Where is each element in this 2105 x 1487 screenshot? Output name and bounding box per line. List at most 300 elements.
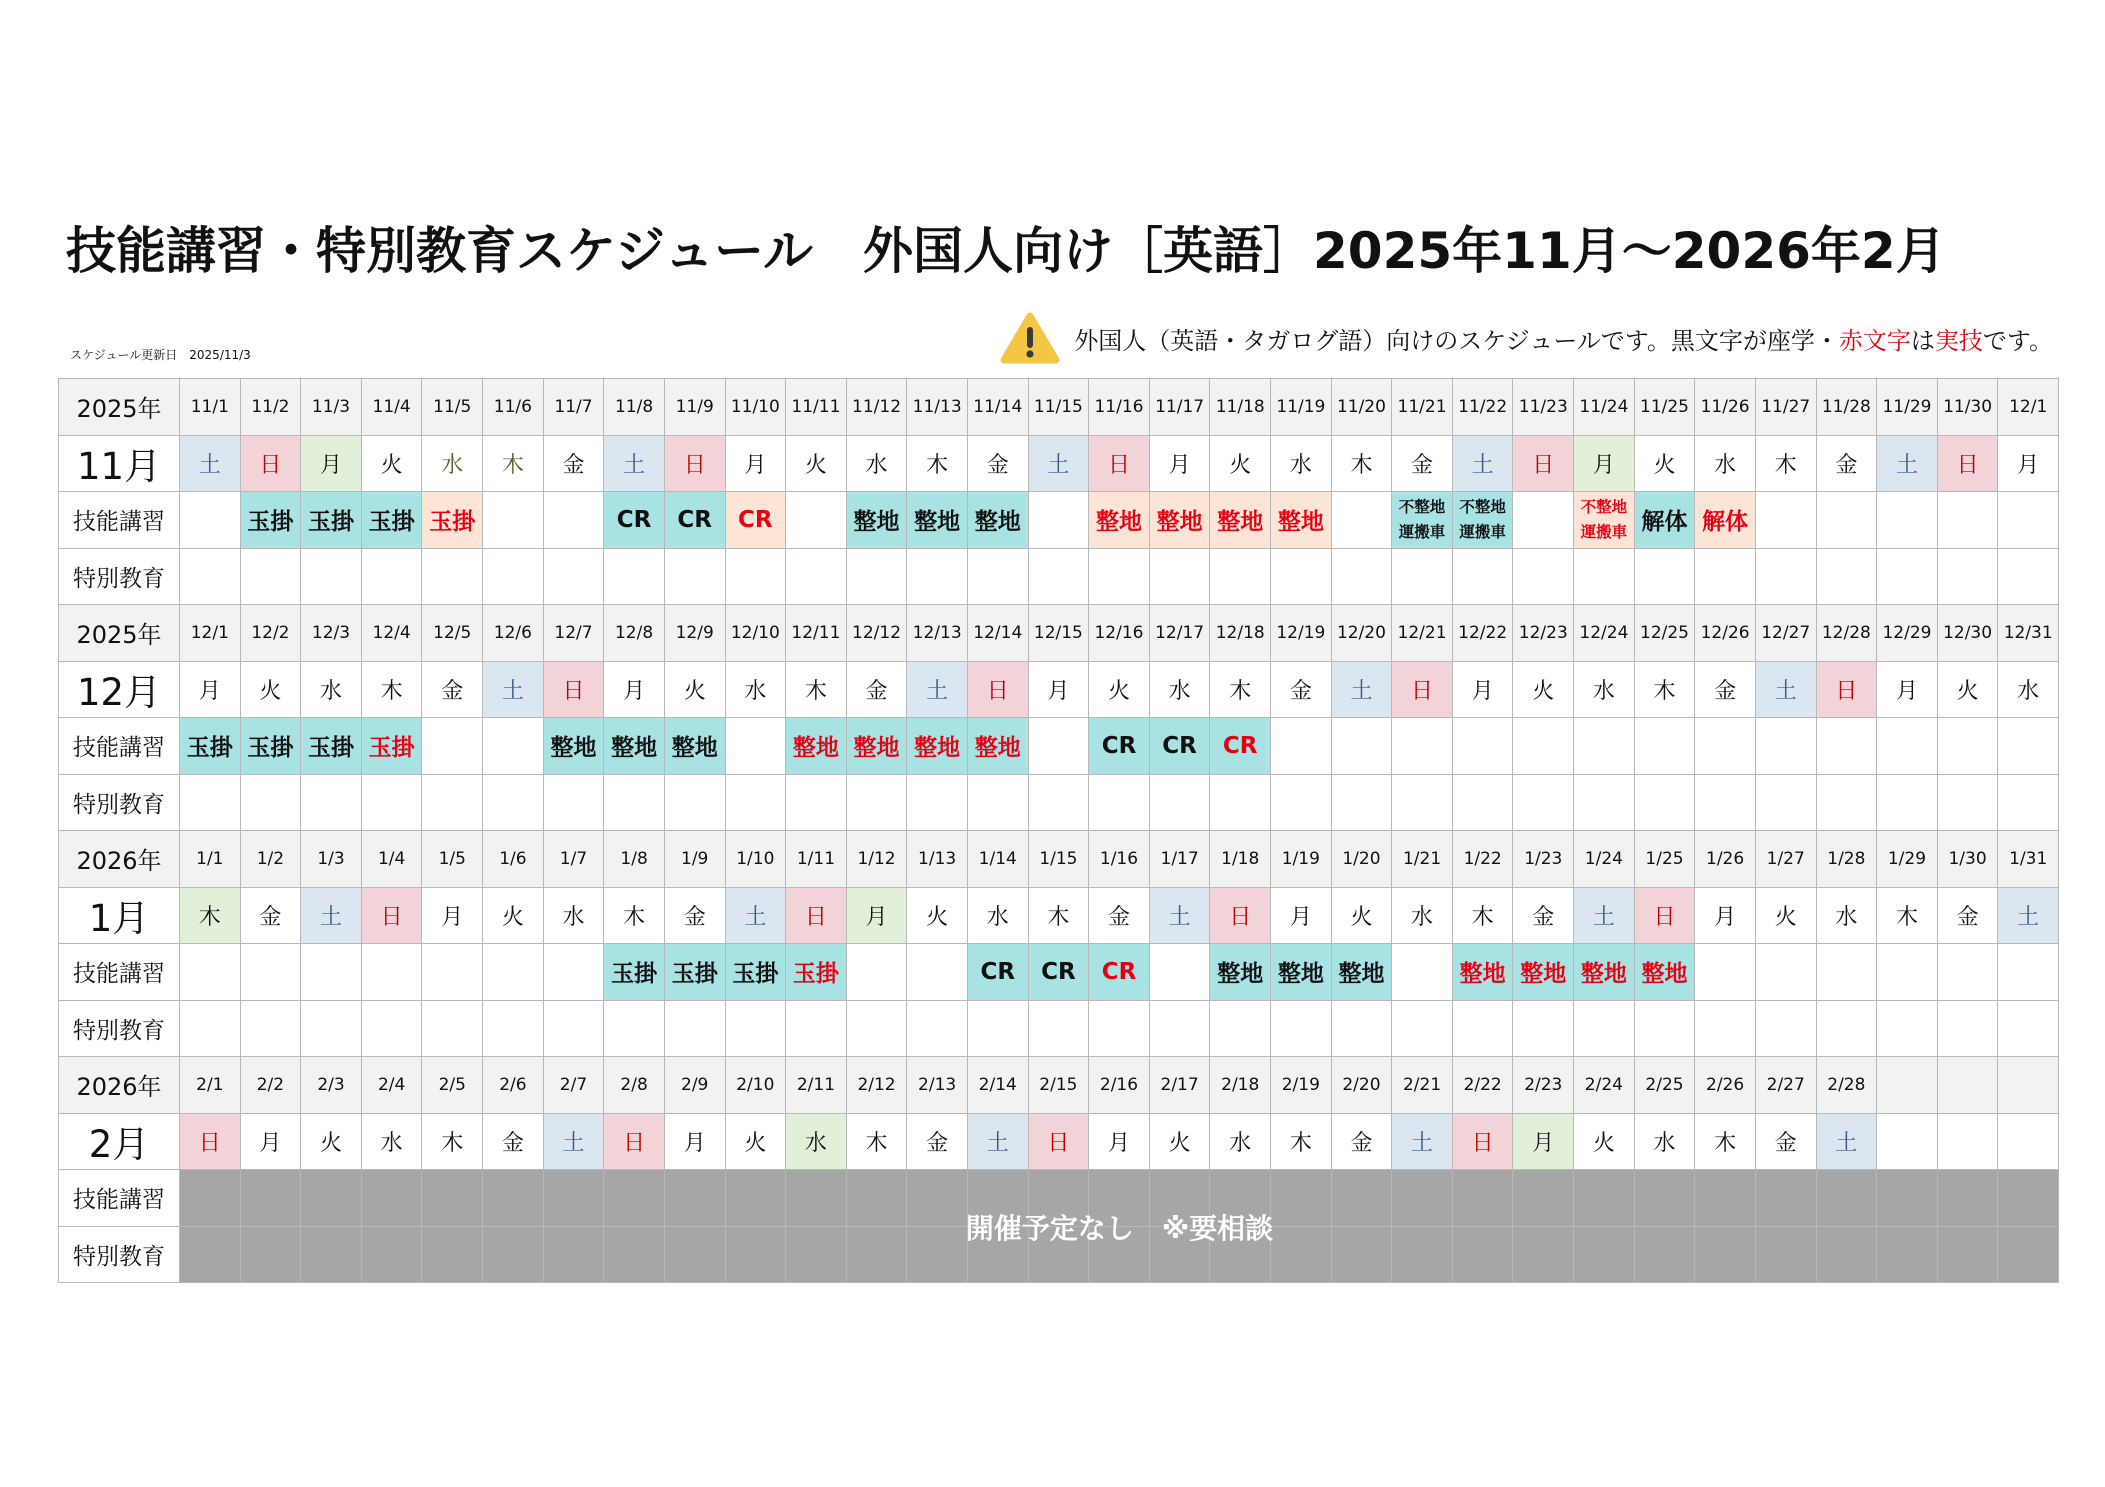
weekday-cell: 月 [665,1114,726,1171]
weekday-cell: 木 [604,888,665,945]
weekday-cell: 木 [847,1114,908,1171]
special-cell-empty [422,1001,483,1058]
weekday-cell-saturday: 土 [301,888,362,945]
date-cell: 11/19 [1271,379,1332,436]
date-cell: 12/8 [604,605,665,662]
special-cell-empty [786,549,847,606]
special-cell-empty [1029,1001,1090,1058]
special-cell-empty [1998,1001,2059,1058]
weekday-cell: 水 [422,436,483,493]
date-cell: 1/17 [1150,831,1211,888]
weekday-cell: 木 [1453,888,1514,945]
special-cell-empty [1089,1001,1150,1058]
special-cell-empty [1210,1227,1271,1284]
special-cell-empty [1998,549,2059,606]
weekday-cell: 月 [604,662,665,719]
notice-intro: 外国人（英語・タガログ語）向けのスケジュールです。黒文字が座学・ [1074,326,1839,355]
date-cell: 12/28 [1817,605,1878,662]
course-cell-lecture: 不整地 運搬車 [1453,492,1514,549]
special-cell-empty [604,549,665,606]
weekday-cell: 金 [1089,888,1150,945]
special-cell-empty [301,775,362,832]
weekday-cell: 金 [847,662,908,719]
special-row-label: 特別教育 [59,775,180,832]
date-cell: 1/2 [241,831,302,888]
special-cell-empty [241,775,302,832]
course-row-label: 技能講習 [59,1170,180,1227]
weekday-cell-sunday: 日 [1817,662,1878,719]
course-cell-lecture: CR [665,492,726,549]
course-cell-empty [180,1170,241,1227]
month-label: 12月 [59,662,180,719]
date-cell: 11/22 [1453,379,1514,436]
course-cell-lecture: 玉掛 [362,492,423,549]
special-cell-empty [1210,775,1271,832]
weekday-cell: 火 [1938,662,1999,719]
year-label: 2025年 [59,605,180,662]
course-row-label: 技能講習 [59,944,180,1001]
special-cell-empty [1756,1227,1817,1284]
date-cell: 11/2 [241,379,302,436]
date-cell: 1/20 [1332,831,1393,888]
course-row-label: 技能講習 [59,492,180,549]
weekday-cell-sunday: 日 [241,436,302,493]
weekday-cell: 木 [422,1114,483,1171]
weekday-cell-saturday: 土 [604,436,665,493]
date-cell: 2/9 [665,1057,726,1114]
course-cell-empty [1817,944,1878,1001]
special-cell-empty [1695,549,1756,606]
special-cell-empty [847,775,908,832]
date-cell: 2/11 [786,1057,847,1114]
course-cell-empty [1877,944,1938,1001]
date-cell: 1/27 [1756,831,1817,888]
weekday-cell-saturday: 土 [1150,888,1211,945]
special-row-label: 特別教育 [59,1001,180,1058]
date-cell: 1/4 [362,831,423,888]
special-cell-empty [1332,1001,1393,1058]
weekday-cell: 水 [847,436,908,493]
date-cell: 2/16 [1089,1057,1150,1114]
special-cell-empty [1271,549,1332,606]
course-cell-empty [1029,492,1090,549]
course-cell-lecture: CR [1150,718,1211,775]
special-cell-empty [422,775,483,832]
special-cell-empty [1877,775,1938,832]
course-cell-practical: 整地 [1089,492,1150,549]
course-cell-empty [1756,492,1817,549]
course-cell-empty [241,1170,302,1227]
special-cell-empty [483,1001,544,1058]
weekday-cell: 水 [1392,888,1453,945]
weekday-cell-sunday: 日 [786,888,847,945]
date-cell: 12/27 [1756,605,1817,662]
date-cell: 12/3 [301,605,362,662]
course-cell-empty [180,492,241,549]
course-cell-lecture: 不整地 運搬車 [1392,492,1453,549]
special-cell-empty [1150,1227,1211,1284]
special-cell-empty [665,549,726,606]
date-cell: 2/21 [1392,1057,1453,1114]
weekday-cell: 火 [1756,888,1817,945]
course-cell-empty [1332,1170,1393,1227]
date-cell: 12/15 [1029,605,1090,662]
special-cell-empty [1877,549,1938,606]
course-cell-lecture: 玉掛 [301,492,362,549]
weekday-cell: 月 [422,888,483,945]
date-cell: 1/6 [483,831,544,888]
date-cell: 11/20 [1332,379,1393,436]
notice-red-letters: 赤文字 [1838,326,1911,355]
special-cell-empty [1695,775,1756,832]
special-cell-empty [907,1001,968,1058]
date-cell: 11/7 [544,379,605,436]
weekday-cell-saturday: 土 [1998,888,2059,945]
date-cell: 12/29 [1877,605,1938,662]
date-cell: 2/27 [1756,1057,1817,1114]
date-cell: 12/9 [665,605,726,662]
weekday-cell: 金 [1756,1114,1817,1171]
date-cell: 1/7 [544,831,605,888]
date-cell: 12/17 [1150,605,1211,662]
weekday-cell-sunday: 日 [1453,1114,1514,1171]
course-cell-empty [847,944,908,1001]
special-cell-empty [1938,1001,1999,1058]
course-cell-empty [1877,492,1938,549]
weekday-cell: 木 [483,436,544,493]
date-cell: 12/16 [1089,605,1150,662]
course-cell-empty [422,944,483,1001]
special-cell-empty [362,1001,423,1058]
course-cell-empty [301,944,362,1001]
course-cell-practical: 整地 [847,718,908,775]
course-cell-practical: CR [726,492,787,549]
weekday-cell: 水 [544,888,605,945]
course-cell-lecture: 玉掛 [301,718,362,775]
course-cell-empty [1453,718,1514,775]
special-cell-empty [1574,1227,1635,1284]
special-cell-empty [786,1001,847,1058]
year-label: 2026年 [59,831,180,888]
weekday-cell: 火 [301,1114,362,1171]
course-cell-empty [1756,1170,1817,1227]
weekday-cell: 水 [1635,1114,1696,1171]
weekday-cell-saturday: 土 [1877,436,1938,493]
weekday-cell-sunday: 日 [1635,888,1696,945]
weekday-cell: 月 [1150,436,1211,493]
special-cell-empty [180,549,241,606]
date-cell: 11/27 [1756,379,1817,436]
course-cell-empty [1817,492,1878,549]
date-cell: 1/10 [726,831,787,888]
special-cell-empty [968,549,1029,606]
weekday-cell: 金 [1271,662,1332,719]
weekday-cell-sunday: 日 [1938,436,1999,493]
course-cell-empty [1877,718,1938,775]
course-cell-empty [1817,718,1878,775]
course-cell-empty [1150,944,1211,1001]
special-cell-empty [1695,1001,1756,1058]
special-cell-empty [665,1001,726,1058]
date-cell: 1/13 [907,831,968,888]
weekday-cell: 木 [1695,1114,1756,1171]
weekday-cell: 月 [241,1114,302,1171]
course-cell-lecture: 整地 [544,718,605,775]
special-cell-empty [1392,775,1453,832]
course-cell-empty [1756,718,1817,775]
date-cell: 2/25 [1635,1057,1696,1114]
warning-icon [1000,311,1060,365]
weekday-cell: 月 [1998,436,2059,493]
course-cell-practical: 整地 [1574,944,1635,1001]
date-cell: 12/1 [1998,379,2059,436]
last-updated-date: スケジュール更新日 2025/11/3 [70,348,251,362]
special-cell-empty [1089,775,1150,832]
weekday-cell: 木 [1271,1114,1332,1171]
weekday-cell: 水 [1574,662,1635,719]
special-cell-empty [968,775,1029,832]
weekday-cell: 木 [786,662,847,719]
date-cell: 2/10 [726,1057,787,1114]
special-cell-empty [1029,775,1090,832]
weekday-cell: 金 [241,888,302,945]
weekday-cell-sunday: 日 [665,436,726,493]
course-cell-lecture: 整地 [847,492,908,549]
course-cell-empty [1453,1170,1514,1227]
weekday-cell: 金 [422,662,483,719]
date-cell: 12/1 [180,605,241,662]
special-cell-empty [1392,1001,1453,1058]
date-cell: 11/28 [1817,379,1878,436]
weekday-cell: 月 [180,662,241,719]
special-cell-empty [1150,1001,1211,1058]
year-label: 2026年 [59,1057,180,1114]
course-cell-practical: CR [1210,718,1271,775]
course-cell-practical: 整地 [786,718,847,775]
special-cell-empty [1332,775,1393,832]
date-cell: 12/7 [544,605,605,662]
weekday-cell: 火 [1332,888,1393,945]
course-cell-practical: 整地 [1635,944,1696,1001]
date-cell: 2/19 [1271,1057,1332,1114]
special-cell-empty [1513,549,1574,606]
weekday-cell: 水 [1271,436,1332,493]
course-cell-empty [1029,1170,1090,1227]
date-cell: 11/26 [1695,379,1756,436]
special-cell-empty [1453,775,1514,832]
course-cell-lecture: 整地 [1210,944,1271,1001]
course-cell-practical: 整地 [1453,944,1514,1001]
course-cell-empty [1998,944,2059,1001]
date-cell: 11/14 [968,379,1029,436]
weekday-cell: 木 [362,662,423,719]
month-label: 11月 [59,436,180,493]
weekday-cell: 木 [1756,436,1817,493]
course-cell-empty [1392,1170,1453,1227]
weekday-cell: 水 [968,888,1029,945]
special-cell-empty [847,1001,908,1058]
weekday-cell: 月 [1877,662,1938,719]
date-cell: 1/31 [1998,831,2059,888]
date-cell: 11/15 [1029,379,1090,436]
course-cell-empty [301,1170,362,1227]
weekday-cell-holiday: 水 [786,1114,847,1171]
special-cell-empty [180,1001,241,1058]
weekday-cell-sunday: 日 [180,1114,241,1171]
date-cell: 12/14 [968,605,1029,662]
special-cell-empty [1635,549,1696,606]
special-cell-empty [1756,549,1817,606]
weekday-cell: 木 [1029,888,1090,945]
weekday-cell: 金 [665,888,726,945]
date-cell: 1/18 [1210,831,1271,888]
special-cell-empty [483,1227,544,1284]
special-cell-empty [604,1001,665,1058]
course-cell-empty [1513,718,1574,775]
course-cell-empty [1513,492,1574,549]
schedule-table [58,378,2059,1283]
course-cell-empty [726,718,787,775]
weekday-cell: 水 [1817,888,1878,945]
course-cell-empty [241,944,302,1001]
date-cell: 1/28 [1817,831,1878,888]
course-cell-practical: CR [1089,944,1150,1001]
course-cell-empty [1574,1170,1635,1227]
course-cell-empty [180,944,241,1001]
date-cell: 12/21 [1392,605,1453,662]
special-cell-empty [241,549,302,606]
weekday-cell: 月 [1271,888,1332,945]
weekday-cell-saturday: 土 [726,888,787,945]
special-cell-empty [1332,1227,1393,1284]
course-cell-practical: 整地 [1513,944,1574,1001]
date-cell: 1/24 [1574,831,1635,888]
date-cell: 1/8 [604,831,665,888]
weekday-cell: 金 [483,1114,544,1171]
course-cell-empty [1150,1170,1211,1227]
course-cell-lecture: CR [1089,718,1150,775]
course-cell-lecture: 整地 [968,492,1029,549]
date-cell: 11/11 [786,379,847,436]
weekday-cell: 水 [1210,1114,1271,1171]
special-cell-empty [241,1001,302,1058]
course-cell-empty [1877,1170,1938,1227]
weekday-cell: 水 [362,1114,423,1171]
special-cell-empty [544,1001,605,1058]
notice-text [1074,321,2053,356]
weekday-cell: 水 [1998,662,2059,719]
date-cell: 12/24 [1574,605,1635,662]
course-cell-empty [422,718,483,775]
date-cell: 2/4 [362,1057,423,1114]
date-cell: 2/24 [1574,1057,1635,1114]
course-cell-practical: 整地 [1271,492,1332,549]
date-cell: 1/22 [1453,831,1514,888]
course-cell-empty [362,944,423,1001]
date-cell: 1/19 [1271,831,1332,888]
special-cell-empty [1271,1227,1332,1284]
course-cell-lecture: 玉掛 [241,492,302,549]
course-cell-lecture: 整地 [1271,944,1332,1001]
date-cell: 1/1 [180,831,241,888]
course-cell-lecture: 整地 [1332,944,1393,1001]
special-cell-empty [1392,1227,1453,1284]
date-cell: 12/20 [1332,605,1393,662]
date-cell: 1/15 [1029,831,1090,888]
weekday-cell: 火 [241,662,302,719]
weekday-cell-sunday: 日 [544,662,605,719]
course-cell-empty [847,1170,908,1227]
special-cell-empty [847,1227,908,1284]
date-cell: 12/18 [1210,605,1271,662]
weekday-cell: 水 [726,662,787,719]
special-cell-empty [1938,549,1999,606]
course-cell-lecture: CR [604,492,665,549]
special-cell-empty [1029,549,1090,606]
course-cell-empty [1635,1170,1696,1227]
course-cell-empty [604,1170,665,1227]
course-cell-empty [1574,718,1635,775]
course-cell-empty [1938,718,1999,775]
weekday-cell-holiday: 月 [1513,1114,1574,1171]
special-cell-empty [1453,549,1514,606]
date-cell: 12/26 [1695,605,1756,662]
weekday-cell-sunday: 日 [1029,1114,1090,1171]
course-cell-empty [1998,492,2059,549]
weekday-cell: 火 [362,436,423,493]
course-cell-empty [1513,1170,1574,1227]
weekday-cell-saturday: 土 [1756,662,1817,719]
date-cell: 1/3 [301,831,362,888]
date-cell: 2/14 [968,1057,1029,1114]
date-cell: 2/26 [1695,1057,1756,1114]
special-cell-empty [1817,775,1878,832]
weekday-cell: 火 [665,662,726,719]
date-cell: 1/25 [1635,831,1696,888]
course-cell-empty [1998,1170,2059,1227]
weekday-cell: 火 [1635,436,1696,493]
special-cell-empty [1817,1227,1878,1284]
course-cell-empty [1332,492,1393,549]
special-cell-empty [1938,1227,1999,1284]
weekday-cell: 金 [1817,436,1878,493]
special-cell-empty [422,1227,483,1284]
special-cell-empty [1635,775,1696,832]
special-cell-empty [483,549,544,606]
special-cell-empty [1513,775,1574,832]
special-cell-empty [847,549,908,606]
date-cell: 2/5 [422,1057,483,1114]
course-cell-lecture: CR [968,944,1029,1001]
date-cell: 1/30 [1938,831,1999,888]
special-cell-empty [1271,775,1332,832]
course-cell-empty [1392,944,1453,1001]
date-cell: 12/23 [1513,605,1574,662]
weekday-cell: 金 [1513,888,1574,945]
course-cell-empty [1635,718,1696,775]
special-cell-empty [665,775,726,832]
date-cell: 1/14 [968,831,1029,888]
date-cell: 2/23 [1513,1057,1574,1114]
date-cell: 1/9 [665,831,726,888]
course-cell-practical: 解体 [1695,492,1756,549]
weekday-cell [1877,1114,1938,1171]
course-cell-empty [1998,718,2059,775]
weekday-cell: 火 [907,888,968,945]
page-title: 技能講習・特別教育スケジュール 外国人向け［英語］2025年11月〜2026年2月 [66,222,1946,280]
weekday-cell-sunday: 日 [1089,436,1150,493]
special-cell-empty [1695,1227,1756,1284]
